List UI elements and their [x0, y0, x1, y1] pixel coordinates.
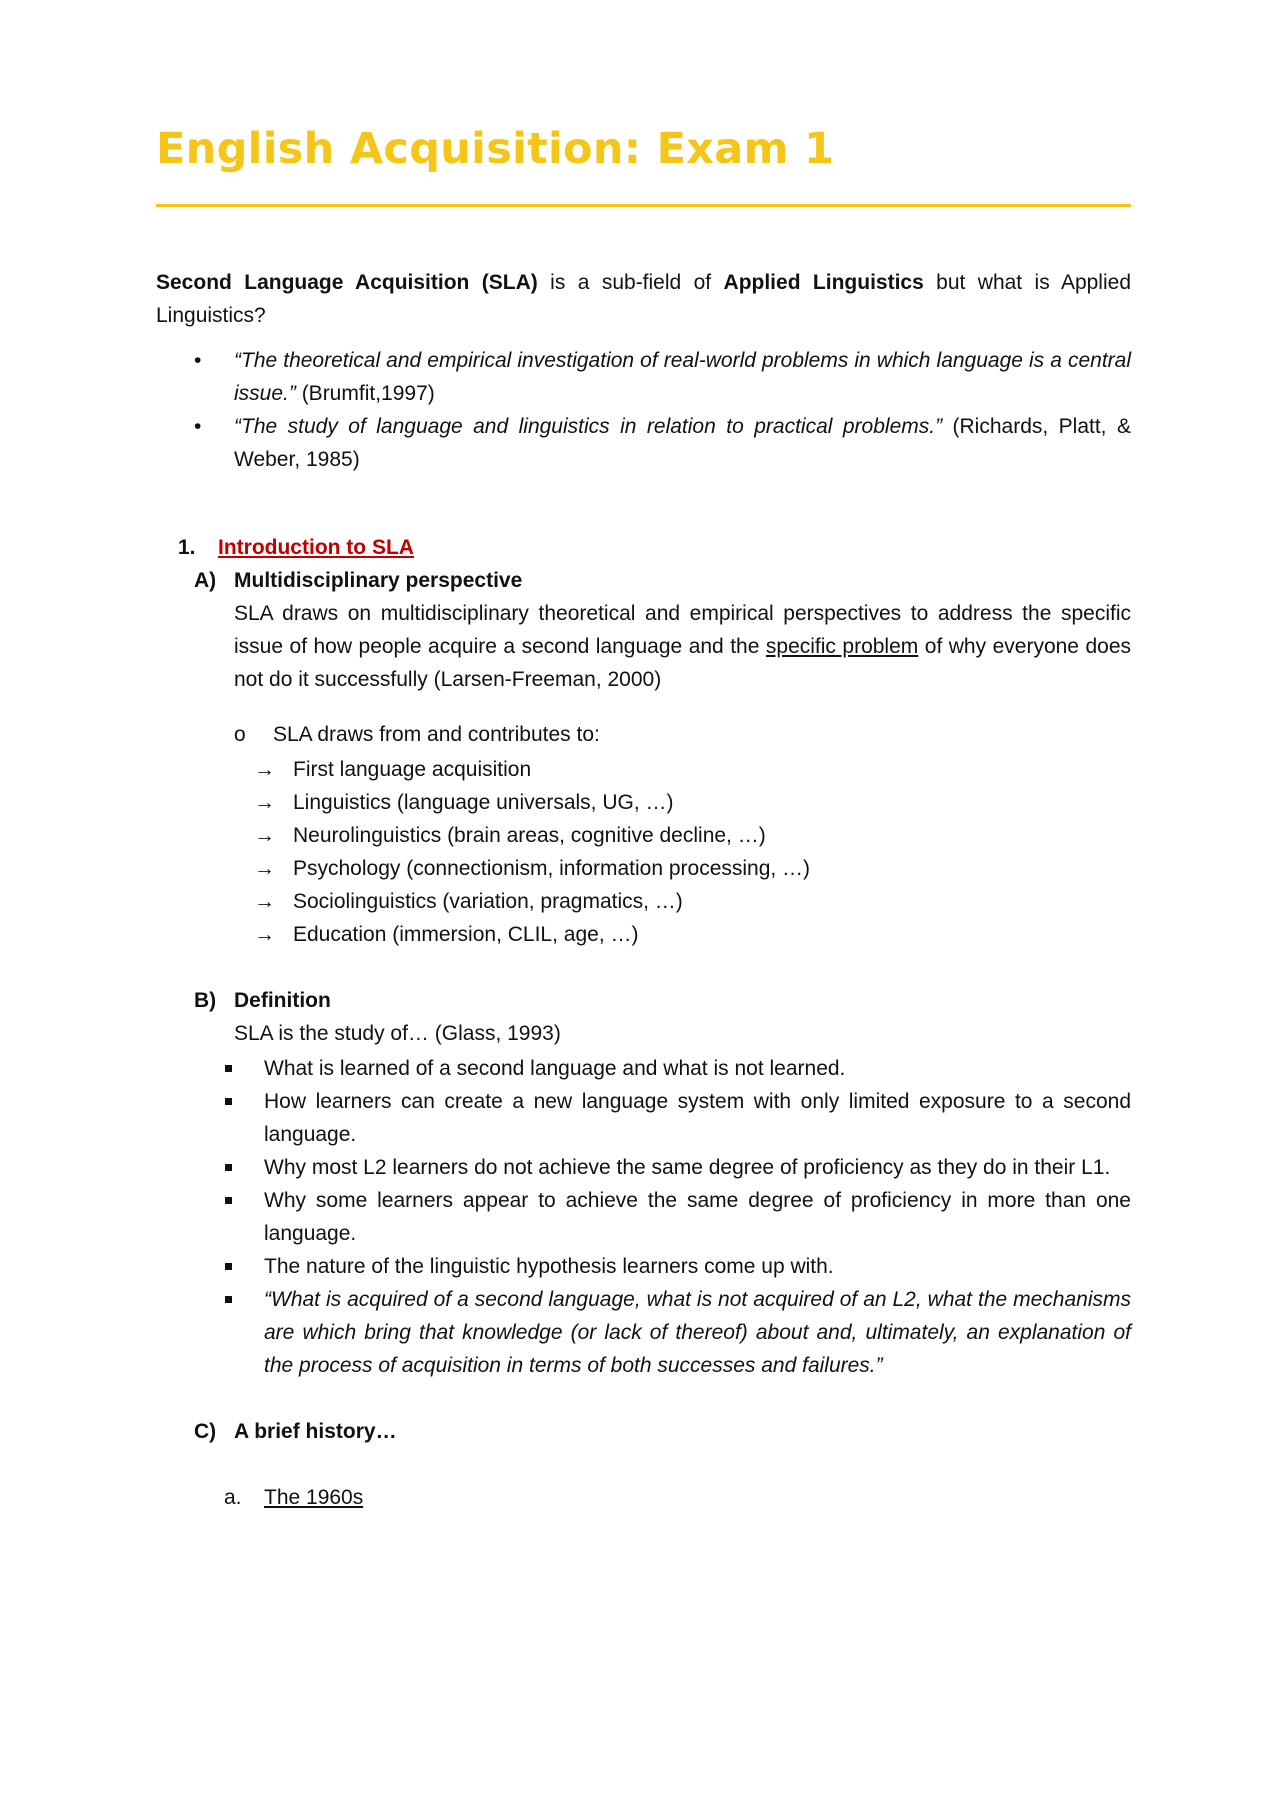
list-item: [156, 885, 1131, 918]
list-item: [156, 1052, 1131, 1085]
sub-item-text: The 1960s: [264, 1486, 364, 1509]
square-bullet-icon: [225, 1098, 232, 1105]
list-item-text: Sociolinguistics (variation, pragmatics, …): [293, 890, 683, 913]
list-item-text: Psychology (connectionism, information processing, …): [293, 857, 811, 880]
quote-citation: (Brumfit,1997): [295, 382, 435, 405]
subheading-c: [156, 1415, 1131, 1448]
paragraph-text: of why everyone does not do it successfully (Larsen-Freeman, 2000): [234, 635, 1132, 691]
quote-text: “The study of language and linguistics in relation to practical problems.”: [234, 415, 943, 438]
quote-citation: (Richards, Platt, & Weber, 1985): [234, 415, 1131, 471]
list-item-quote: “What is acquired of a second language, what is not acquired of an L2, what the mechanisms are which bring that knowledge (or lack of thereof) about and, ultimately, an explanation of the process of acquisition in terms of both successes and failures.”: [264, 1288, 1131, 1377]
section-title-link[interactable]: Introduction to SLA: [218, 536, 414, 559]
square-bullet-icon: [225, 1065, 232, 1072]
list-item: [156, 1085, 1131, 1151]
arrow-icon: →: [254, 791, 275, 814]
subheading-b: [156, 984, 1131, 1017]
subheading-letter: A): [194, 569, 217, 592]
list-item: [156, 1250, 1131, 1283]
arrow-icon: →: [254, 758, 275, 781]
bullet-icon: •: [194, 415, 202, 438]
section-heading: [156, 531, 1131, 564]
title-divider: [156, 204, 1131, 207]
multidisciplinary-paragraph: [156, 597, 1131, 696]
subheading-text: A brief history…: [234, 1420, 397, 1443]
list-item-text: How learners can create a new language system with only limited exposure to a second language.: [264, 1090, 1131, 1146]
list-item: [156, 819, 1131, 852]
list-item-text: Why most L2 learners do not achieve the same degree of proficiency as they do in their L1.: [264, 1156, 1111, 1179]
arrow-icon: →: [254, 857, 275, 880]
list-item-text: What is learned of a second language and what is not learned.: [264, 1057, 846, 1080]
definition-list: [156, 1052, 1131, 1382]
quote-text: “The theoretical and empirical investigation of real-world problems in which language is a central issue.”: [234, 349, 1131, 405]
square-bullet-icon: [225, 1164, 232, 1171]
document-title: English Acquisition: Exam 1: [156, 124, 835, 174]
list-item-text: First language acquisition: [293, 758, 532, 781]
sub-item-letter: a.: [224, 1486, 242, 1509]
square-bullet-icon: [225, 1296, 232, 1303]
underlined-phrase: specific problem: [765, 635, 919, 658]
paragraph-text: SLA draws on multidisciplinary theoretical and empirical perspectives to address the specific issue of how people acquire a second language and the: [234, 602, 1131, 658]
document-body: [156, 266, 1131, 1514]
list-item: [156, 1184, 1131, 1250]
sub-point: [156, 718, 1131, 751]
bullet-icon: •: [194, 349, 202, 372]
intro-paragraph: [156, 266, 1131, 332]
list-item-text: Linguistics (language universals, UG, …): [293, 791, 674, 814]
history-sub-item: [156, 1481, 1131, 1514]
arrow-icon: →: [254, 824, 275, 847]
circle-bullet-icon: o: [234, 723, 246, 746]
list-item: [156, 1151, 1131, 1184]
list-item: [156, 852, 1131, 885]
list-item: [156, 1283, 1131, 1382]
definition-lead: SLA is the study of… (Glass, 1993): [234, 1022, 561, 1045]
quote-item: [156, 410, 1131, 476]
subheading-letter: C): [194, 1420, 217, 1443]
field-list: [156, 753, 1131, 951]
square-bullet-icon: [225, 1263, 232, 1270]
list-item-text: The nature of the linguistic hypothesis learners come up with.: [264, 1255, 834, 1278]
subheading-letter: B): [194, 989, 217, 1012]
list-item: [156, 753, 1131, 786]
quote-list: [156, 344, 1131, 476]
list-item: [156, 786, 1131, 819]
list-item-text: Education (immersion, CLIL, age, …): [293, 923, 639, 946]
intro-end-text: but what is Applied Linguistics?: [156, 271, 1132, 327]
subheading-text: Multidisciplinary perspective: [234, 569, 523, 592]
subheading-a: [156, 564, 1131, 597]
list-item-text: Why some learners appear to achieve the same degree of proficiency in more than one language.: [264, 1189, 1131, 1245]
list-item: [156, 918, 1131, 951]
section-number: 1.: [178, 536, 196, 559]
intro-mid-text: is a sub-field of: [537, 271, 724, 294]
quote-item: [156, 344, 1131, 410]
arrow-icon: →: [254, 890, 275, 913]
intro-term-applied: Applied Linguistics: [723, 271, 924, 294]
subheading-text: Definition: [234, 989, 331, 1012]
arrow-icon: →: [254, 923, 275, 946]
sub-point-text: SLA draws from and contributes to:: [273, 723, 600, 746]
list-item-text: Neurolinguistics (brain areas, cognitive decline, …): [293, 824, 766, 847]
intro-term-sla: Second Language Acquisition (SLA): [156, 271, 538, 294]
square-bullet-icon: [225, 1197, 232, 1204]
